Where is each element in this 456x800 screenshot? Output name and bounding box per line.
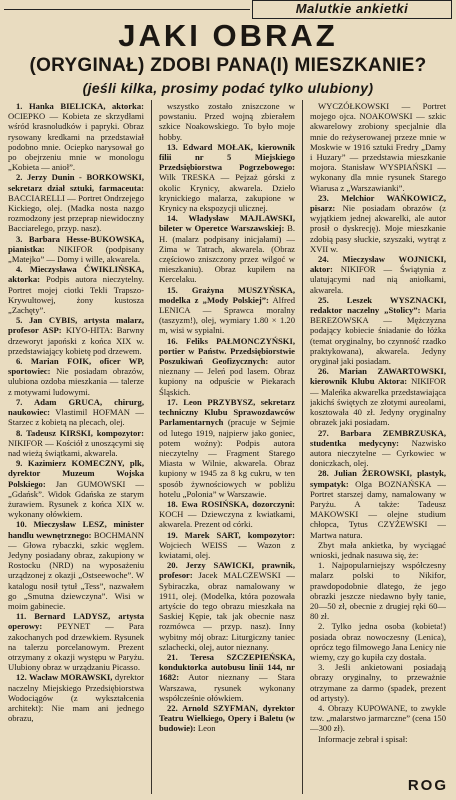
respondent-name: 15. Grażyna MUSZYŃSKA, modelka z „Mody Polskiej”: bbox=[159, 284, 295, 305]
entry-text: Vlastimil HOFMAN — Starzec z kobietą na plecach, olej. bbox=[8, 407, 144, 428]
summary-paragraph bbox=[310, 662, 446, 703]
entry-text: wszystko zostało zniszczone w powstaniu. Przed wojną zbierałem szkice Noakowskiego. To było moje hobby. bbox=[159, 101, 295, 142]
survey-entry bbox=[8, 611, 144, 672]
entry-text: autor nieznany — Jeleń pod lasem. Obraz kupiony na odpuście w Piekarach Śląskich. bbox=[159, 356, 295, 397]
entry-text: OCIEPKO — Kobieta ze skrzydłami wśród krasnoludków i papryki. Obraz rysowany kredkami na przedstawiał podobno mnie. Ociepko narysował go po obejrzeniu mnie w monologu „Kobieta — anioł”. bbox=[8, 111, 144, 173]
survey-entry bbox=[159, 499, 295, 530]
respondent-name: 26. Marian ZAWARTOWSKI, kierownik Klubu Aktora: bbox=[310, 366, 446, 387]
survey-entry bbox=[159, 213, 295, 284]
entry-text: 1. Najpopularniejszy współczesny malarz polski to Nikifor, prawdopodobnie dlatego, że jego obrazki jeszcze niedawno były tanie, 20—50 zł, obecnie z drugiej ręki 60—80 zł. bbox=[310, 560, 446, 622]
survey-entry bbox=[8, 172, 144, 233]
respondent-name: 7. Adam GRUCA, chirurg, naukowiec: bbox=[8, 396, 144, 418]
entry-text: NIKIFOR — Świątynia z ulatującymi nad nią aniołkami, akwarela. bbox=[310, 264, 446, 295]
respondent-name: 20. Jerzy SAWICKI, prawnik, profesor: bbox=[159, 560, 295, 581]
article-body bbox=[8, 101, 448, 795]
respondent-name: 12. Wacław MORAWSKI, bbox=[16, 672, 113, 683]
respondent-name: 18. Ewa ROSIŃSKA, dozorczyni: bbox=[167, 498, 295, 509]
respondent-name: 19. Marek SART, kompozytor: bbox=[167, 529, 295, 540]
entry-text: Nie posiadam obrazów, ulubiona ozdoba mieszkania — talerze z motywami ludowymi. bbox=[8, 366, 144, 397]
entry-text: Alfred LENICA — Sprawca moralny (taszyzm!), olej, wymiary 1.80 × 1.20 m, wisi w sypialni. bbox=[159, 294, 295, 336]
entry-text: dyrektor naczelny Miejskiego Przedsiębiorstwa Wodociągów (z wykształcenia architekt): Nie mam ani jednego obrazu, bbox=[8, 672, 144, 724]
survey-entry bbox=[159, 336, 295, 397]
entry-text: KOCH — Dziewczyna z kwiatkami, akwarela. Prezent od córki. bbox=[159, 509, 295, 530]
entry-text: Jan GUMOWSKI — „Gdańsk”. Widok Gdańska ze starym żurawiem. Rysunek z końca XIX w. wykonany ołówkiem. bbox=[8, 478, 144, 520]
respondent-name: 14. Władysław MAJLAWSKI, bileter w Operetce Warszawskiej: bbox=[159, 213, 295, 234]
survey-entry bbox=[310, 101, 446, 193]
entry-text: Nie posiadam obrazów (z wyjątkiem jednej akwarelki, ale autor prosił o dyskrecję). Moje mieszkanie zdobią pasy słuckie, szyszaki, wytrąt z XVII w. bbox=[310, 203, 446, 254]
entry-text: B. H. (malarz podpisany inicjałami) — Zima w Tatrach, akwarela. (Obraz częściowo zniszczony przez wilgoć w mieszkaniu). Obraz kupiłem na Kercelaku. bbox=[159, 223, 295, 285]
entry-text: Olga BOZNAŃSKA — Portret starszej damy, namalowany w Paryżu. A także: Tadeusz MAKOWSKI — olejne studium chłopca, Tytus CZYŻEWSKI — Martwa natura. bbox=[310, 478, 446, 540]
entry-text: (pracuje w Sejmie od lutego 1919, najpierw jako goniec, potem woźny): Podpis autora nieczytelny — Fragment Starego Miasta w Wilnie, akwarela. Obraz kupiony w 1945 za 8 kg cukru, w ten sposób żywnościowych w pobliżu hotelu „Polonia” w Warszawie. bbox=[159, 417, 295, 499]
respondent-name: 21. Teresa SZCZEPIEŃSKA, konduktorka autobusu linii 144, nr 1682: bbox=[159, 651, 295, 683]
survey-entry bbox=[8, 519, 144, 611]
respondent-name: 4. Mieczysława ĆWIKLIŃSKA, aktorka: bbox=[8, 264, 144, 285]
survey-entry bbox=[310, 468, 446, 539]
respondent-name: 22. Arnold SZYFMAN, dyrektor Teatru Wielkiego, Opery i Baletu (w budowie): bbox=[159, 702, 295, 734]
summary-paragraph bbox=[310, 734, 446, 744]
respondent-name: 9. Kazimierz KOMECZNY, plk, dyrektor Muzeum Wojska Polskiego: bbox=[8, 458, 144, 489]
summary-paragraph bbox=[310, 703, 446, 734]
entry-text: Zbyt mała ankietka, by wyciągać wnioski, jednak nasuwa się, że: bbox=[310, 539, 446, 560]
survey-entry bbox=[8, 234, 144, 265]
entry-text: NIKIFOR — Maleńka akwarelka przedstawiająca jakichś świętych ze złotymi aureolami, kosztowała 40 zł. Jedyny oryginalny obrazek jaki posiadam. bbox=[310, 376, 446, 428]
article-column-1 bbox=[8, 101, 144, 795]
entry-text: 4. Obrazy KUPOWANE, to zwykle tzw. „malarstwo jarmarczne” (cena 150—300 zł). bbox=[310, 702, 446, 734]
survey-entry bbox=[310, 254, 446, 295]
respondent-name: 17. Leon PRZYBYSZ, sekretarz techniczny Klubu Sprawozdawców Parlamentarnych bbox=[159, 396, 295, 428]
entry-text: 2. Tylko jedna osoba (kobieta!) posiada obraz nowoczesny (Lenica), oprócz tego filmowego Jana Lenicy nie wiemy, czy go kupiła czy dostała. bbox=[310, 621, 446, 662]
respondent-name: 8. Tadeusz KIRSKI, kompozytor: bbox=[16, 427, 144, 438]
respondent-name: 1. Hanka BIELICKA, aktorka: bbox=[16, 101, 144, 111]
survey-entry bbox=[310, 295, 446, 366]
respondent-name: 6. Marian FOIK, oficer WP, sportowiec: bbox=[8, 356, 144, 377]
respondent-name: 13. Edward MOŁAK, kierownik filii nr 5 Miejskiego Przedsiębiorstwa Pogrzebowego: bbox=[159, 141, 295, 173]
entry-text: Wojciech WEISS — Wazon z kwiatami, olej. bbox=[159, 539, 295, 560]
respondent-name: 2. Jerzy Dunin - BORKOWSKI, sekretarz dział sztuki, farmaceuta: bbox=[8, 172, 144, 193]
survey-entry bbox=[310, 428, 446, 469]
respondent-name: 3. Barbara Hesse-BUKOWSKA, pianistka: bbox=[8, 233, 144, 254]
entry-text: KIYO-HITA: Barwny drzeworyt japoński z końca XIX w. przedstawiający kobietę pod drzewem. bbox=[8, 325, 144, 356]
entry-text: BACCIARELLI — Portret Ondrzejego Kickiego, olej. (Madka nosta nazgo rozmodzony jest przeprap niewidoczny Bacciarelego, przyp. nasz). bbox=[8, 192, 144, 234]
entry-text: Nazwisko autora nieczytelne — Cyrkowiec w doniczkach, olej. bbox=[310, 437, 446, 469]
entry-text: Autor nieznany — Stara Warszawa, rysunek wykonany współcześnie ołówkiem. bbox=[159, 672, 295, 703]
respondent-name: 11. Bernard LADYSZ, artysta operowy: bbox=[8, 611, 144, 632]
author-signature: ROG bbox=[407, 777, 448, 794]
summary-paragraph bbox=[310, 540, 446, 560]
summary-paragraph bbox=[310, 560, 446, 621]
survey-entry bbox=[8, 458, 144, 519]
respondent-name: 25. Leszek WYSZNACKI, redaktor naczelny „Stolicy”: bbox=[310, 294, 446, 316]
survey-entry bbox=[159, 142, 295, 213]
survey-entry bbox=[159, 560, 295, 652]
survey-entry bbox=[8, 101, 144, 172]
survey-entry bbox=[310, 193, 446, 254]
survey-entry bbox=[159, 530, 295, 561]
respondent-name: 10. Mieczysław LESZ, minister handlu wewnętrznego: bbox=[8, 519, 144, 540]
headline-subtitle: (jeśli kilka, prosimy podać tylko ulubiony) bbox=[82, 80, 374, 96]
respondent-name: 24. Mieczysław WOJNICKI, aktor: bbox=[310, 254, 446, 275]
survey-entry bbox=[8, 315, 144, 356]
entry-text: Jacek MALCZEWSKI — Sybiraczka, obraz namalowany w 1911, olej. (Modelka, która pozowała artyście do tego obrazu mieszkała na Saskiej Kępie, tak jak obecnie nasz rozmówca — przyp. nasz). Inny wybitny mój obraz: Liturgiczny taniec szlachecki, olej, autor nieznany. bbox=[159, 570, 295, 652]
article-column-3 bbox=[310, 101, 446, 795]
entry-text: Informacje zebrał i spisał: bbox=[318, 733, 408, 744]
summary-paragraph bbox=[310, 621, 446, 662]
respondent-name: 28. Julian ŻEROWSKI, plastyk, sympatyk: bbox=[310, 468, 446, 489]
entry-text: 3. Jeśli ankietowani posiadają obrazy oryginalny, to przeważnie otrzymane za darmo (spadek, prezent od artysty). bbox=[310, 662, 446, 703]
survey-entry bbox=[8, 397, 144, 428]
survey-entry bbox=[159, 703, 295, 734]
entry-text: PEYNET — Para zakochanych pod drzewkiem. Rysunek na talerzu porcelanowym. Prezent otrzymany z okazji występu w Paryżu. Ulubiony obraz w urządzaniu Picasso. bbox=[8, 621, 144, 673]
survey-entry bbox=[159, 101, 295, 142]
respondent-name: 23. Melchior WAŃKOWICZ, pisarz: bbox=[310, 192, 446, 214]
respondent-name: 16. Feliks PAŁMONCZYŃSKI, portier w Państw. Przedsiębiorstwie Poszukiwań Geofizycznych: bbox=[159, 335, 295, 367]
entry-text: NIKIFOR — Kościół z unoszącymi się nad wieżą świątkami, akwarela. bbox=[8, 437, 144, 458]
survey-entry bbox=[8, 264, 144, 315]
rubric-rule bbox=[4, 9, 250, 10]
survey-entry bbox=[8, 356, 144, 397]
entry-text: Podpis autora nieczytelny. Portret mojej ciotki Tekli Trapszo-Krywultowej, żony kustosza „Zachęty”. bbox=[8, 274, 144, 316]
headline-main: JAKI OBRAZ bbox=[118, 18, 338, 53]
survey-entry bbox=[310, 366, 446, 427]
entry-text: NIKIFOR (podpisany „Matejko” — Domy i wille, akwarela. bbox=[8, 243, 144, 265]
survey-entry bbox=[8, 428, 144, 459]
entry-text: Wilk TRESKA — Pejzaż górski z okolic Krynicy, akwarela. Dzieło krynickiego malarza, zakupione w Krynicy na ekspozycji ulicznej. bbox=[159, 172, 295, 214]
survey-entry bbox=[8, 672, 144, 723]
entry-text: BOCHMANN — Głowa rybaczki, szkic węglem. Jedyny posiadany obraz, zakupiony w Rostocku (NRD) na wyposażeniu urządzonej z okazji „Ostseewoche”. W katalogu nosił tytuł „Tess”, nazwałem go „Smutna dziewczyna”. Wisi w moim gabinecie. bbox=[8, 529, 144, 611]
respondent-name: 27. Barbara ZEMBRZUSKA, studentka medycyny: bbox=[310, 427, 446, 448]
survey-entry bbox=[159, 397, 295, 499]
entry-text: Leon bbox=[195, 723, 216, 734]
entry-text: WYCZÓŁKOWSKI — Portret mojego ojca. NOAKOWSKI — szkic akwarelowy zrobiony specjalnie dla mnie do reżyserowanej przeze mnie w Moskwie w 1916 sztuki Fredry „Damy i Huzary” — przedstawia mieszkanie mojora. Stanisław WYSPIAŃSKI — wykonany dla mnie rysunek Starego Wiarusa z „Warszawianki”. bbox=[310, 101, 446, 193]
entry-text: Maria BEREZOWSKA — Mężczyzna podający kobiecie śniadanie do łóżka (temat oryginalny, bo czynność rzadko praktykowana), akwarela. Jedyny oryginał jaki posiadam. bbox=[310, 305, 446, 367]
survey-entry bbox=[159, 285, 295, 336]
survey-entry bbox=[159, 652, 295, 703]
rubric-label: Malutkie ankietki bbox=[252, 0, 452, 19]
headline-question: (ORYGINAŁ) ZDOBI PANA(I) MIESZKANIE? bbox=[29, 55, 427, 76]
article-column-2 bbox=[159, 101, 295, 795]
respondent-name: 5. Jan CYBIS, artysta malarz, profesor ASP: bbox=[8, 315, 144, 336]
